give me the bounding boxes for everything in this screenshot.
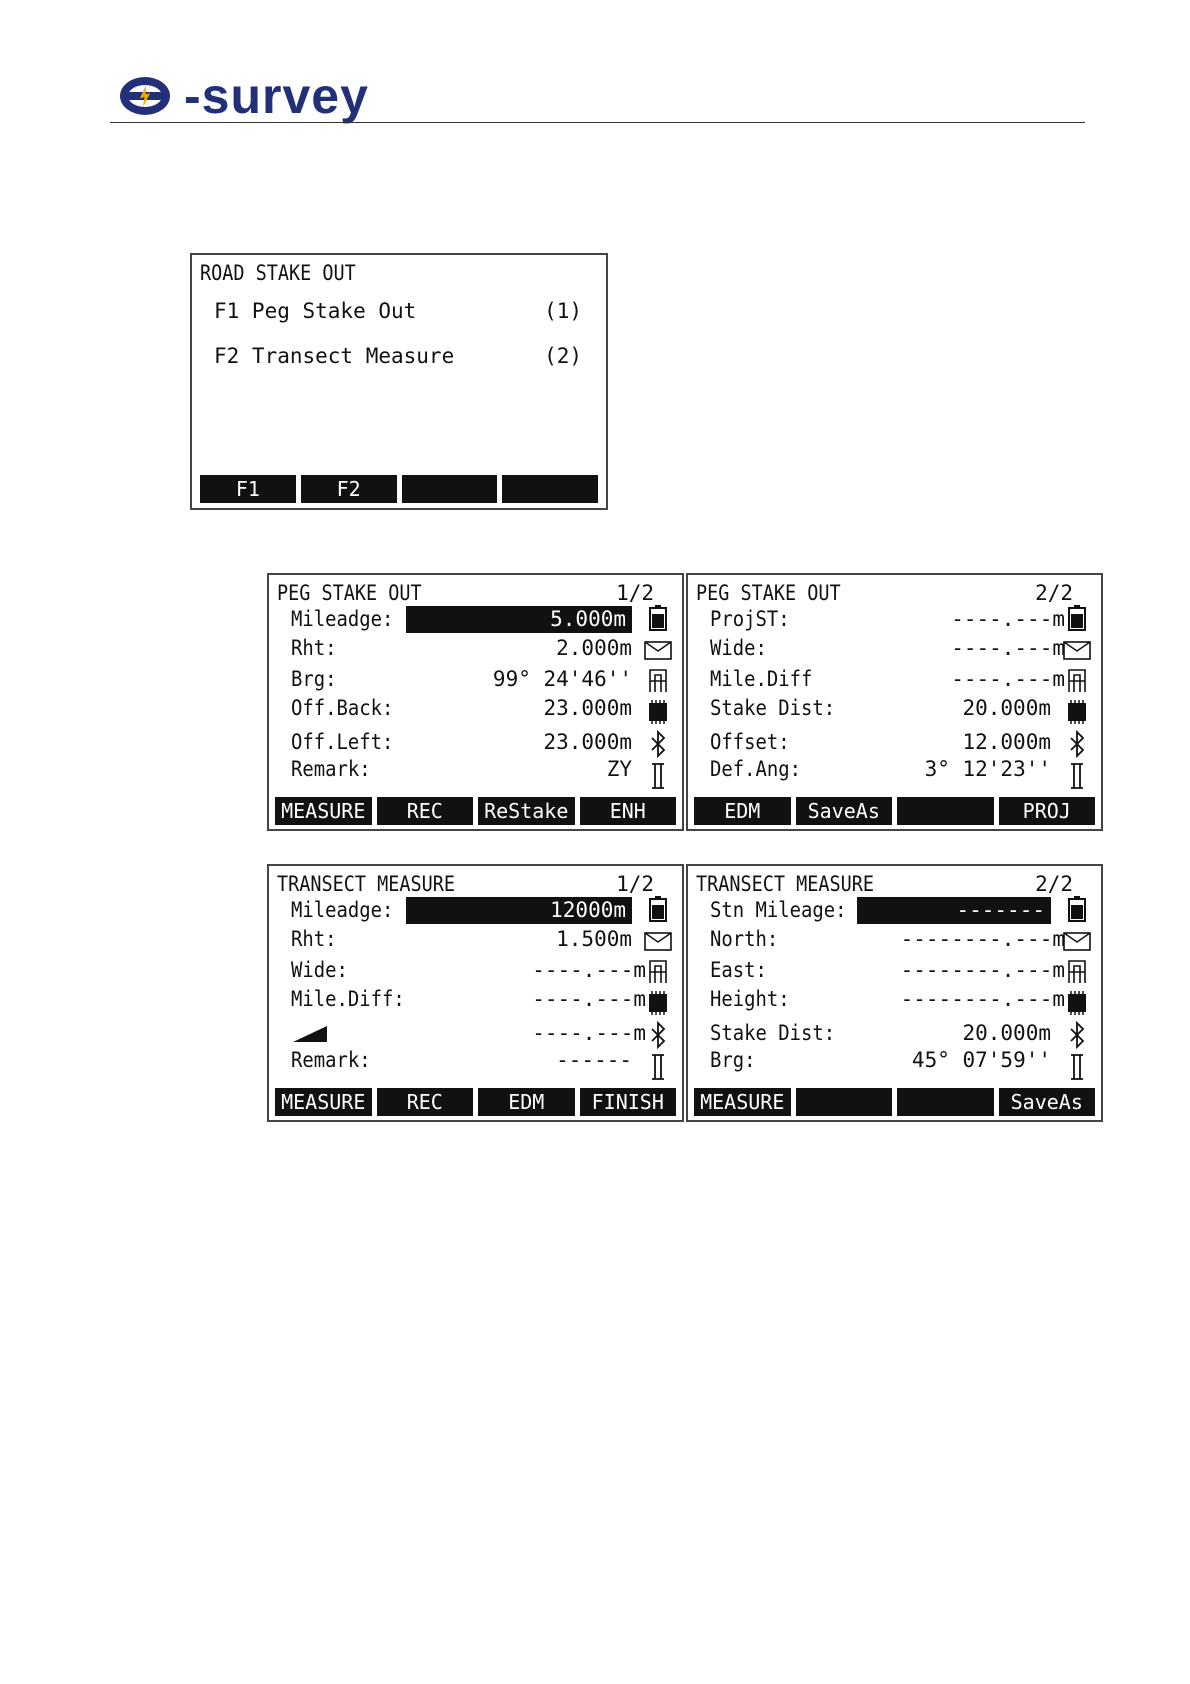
field-value: ----.---m [951,636,1065,660]
transect-measure-page1-screen [267,864,684,1122]
field-value: 23.000m [543,696,632,720]
logo-text: -survey [184,68,369,124]
field-label: Stake Dist: [710,1021,836,1045]
field-label: Brg: [291,667,337,691]
brand-logo [120,68,369,124]
peg-stake-out-page1-screen [267,573,684,831]
bluetooth-icon [644,1022,672,1048]
peg-stake-out-page2-screen [686,573,1103,831]
field-value: ------ [556,1048,632,1072]
field-value: 45° 07'59'' [911,1048,1051,1072]
transect-measure-page2-screen [686,864,1103,1122]
bluetooth-icon [644,731,672,757]
menu-item-peg-stake-out[interactable]: F1 Peg Stake Out [214,299,417,323]
field-value: 20.000m [962,1021,1051,1045]
softkey-f1[interactable]: EDM [694,797,791,825]
softkey-f3[interactable]: ReStake [478,797,575,825]
tripod-icon [644,958,672,984]
softkey-f2[interactable]: F2 [301,475,397,503]
softkey-f2[interactable]: REC [377,1088,474,1116]
header-divider [110,122,1085,123]
screen-title: PEG STAKE OUT [277,581,422,605]
field-label: ProjST: [710,607,790,631]
field-value: --------.---m [900,958,1065,982]
softkey-f1[interactable]: MEASURE [694,1088,791,1116]
field-label: North: [710,927,779,951]
field-value: ----.---m [532,987,646,1011]
tripod-icon [1063,667,1091,693]
field-value: ----.---m [951,607,1065,631]
field-label: Wide: [291,958,348,982]
battery-icon [1063,605,1091,631]
pole-icon [1063,1054,1091,1080]
tripod-icon [644,667,672,693]
screen-title: TRANSECT MEASURE [277,872,456,896]
softkey-f2[interactable]: SaveAs [796,797,893,825]
softkey-f4[interactable]: PROJ [999,797,1096,825]
field-label: Def.Ang: [710,757,802,781]
page-indicator: 1/2 [616,872,654,896]
battery-icon [1063,896,1091,922]
softkey-f3[interactable] [897,1088,994,1116]
field-value: 1.500m [556,927,632,951]
bluetooth-icon [1063,731,1091,757]
field-label: Remark: [291,757,371,781]
screen-title: ROAD STAKE OUT [200,261,356,285]
field-label: Wide: [710,636,767,660]
active-input-field[interactable]: 12000m [406,897,632,924]
bluetooth-icon [1063,1022,1091,1048]
menu-item-transect-measure[interactable]: F2 Transect Measure [214,344,455,368]
field-label: Off.Back: [291,696,394,720]
signal-strength-icon [291,1025,329,1047]
field-label: Remark: [291,1048,371,1072]
softkey-f4[interactable] [502,475,598,503]
field-value: ----.---m [532,958,646,982]
field-value: 99° 24'46'' [492,667,632,691]
battery-icon [644,896,672,922]
chip-icon [644,990,672,1016]
field-value: --------.---m [900,927,1065,951]
field-value: 12.000m [962,730,1051,754]
active-input-field[interactable]: ------- [857,897,1051,924]
field-label: Mile.Diff: [291,987,405,1011]
softkey-f3[interactable] [402,475,498,503]
field-label: Mileadge: [291,898,394,922]
field-label: Rht: [291,636,337,660]
screen-title: TRANSECT MEASURE [696,872,875,896]
softkey-f1[interactable]: MEASURE [275,1088,372,1116]
field-label: Stn Mileage: [710,898,847,922]
field-value: --------.---m [900,987,1065,1011]
softkey-f1[interactable]: MEASURE [275,797,372,825]
field-label: Stake Dist: [710,696,836,720]
field-label: Brg: [710,1048,756,1072]
field-value: 23.000m [543,730,632,754]
softkey-f2[interactable] [796,1088,893,1116]
menu-item-number: (1) [544,299,582,323]
softkey-f4[interactable]: FINISH [580,1088,677,1116]
screen-title: PEG STAKE OUT [696,581,841,605]
prism-icon [644,928,672,954]
prism-icon [1063,928,1091,954]
field-label: Rht: [291,927,337,951]
softkey-f3[interactable]: EDM [478,1088,575,1116]
tripod-icon [1063,958,1091,984]
logo-icon [120,73,182,119]
chip-icon [1063,990,1091,1016]
prism-icon [644,637,672,663]
pole-icon [644,1054,672,1080]
pole-icon [644,763,672,789]
softkey-f2[interactable]: REC [377,797,474,825]
road-stake-out-screen [190,253,608,510]
field-label: Mileadge: [291,607,394,631]
page-indicator: 1/2 [616,581,654,605]
chip-icon [1063,699,1091,725]
field-value: ZY [606,757,632,781]
field-label: East: [710,958,767,982]
menu-item-number: (2) [544,344,582,368]
field-label: Mile.Diff [710,667,813,691]
page-indicator: 2/2 [1035,872,1073,896]
field-value: 20.000m [962,696,1051,720]
softkey-f4[interactable]: SaveAs [999,1088,1096,1116]
page-indicator: 2/2 [1035,581,1073,605]
field-value: 3° 12'23'' [924,757,1051,781]
pole-icon [1063,763,1091,789]
active-input-field[interactable]: 5.000m [406,606,632,633]
chip-icon [644,699,672,725]
field-value: ----.---m [532,1021,646,1045]
softkey-f1[interactable]: F1 [200,475,296,503]
battery-icon [644,605,672,631]
field-value: ----.---m [951,667,1065,691]
prism-icon [1063,637,1091,663]
field-label: Height: [710,987,790,1011]
field-value: 2.000m [556,636,632,660]
softkey-f3[interactable] [897,797,994,825]
field-label: Offset: [710,730,790,754]
field-label: Off.Left: [291,730,394,754]
softkey-f4[interactable]: ENH [580,797,677,825]
